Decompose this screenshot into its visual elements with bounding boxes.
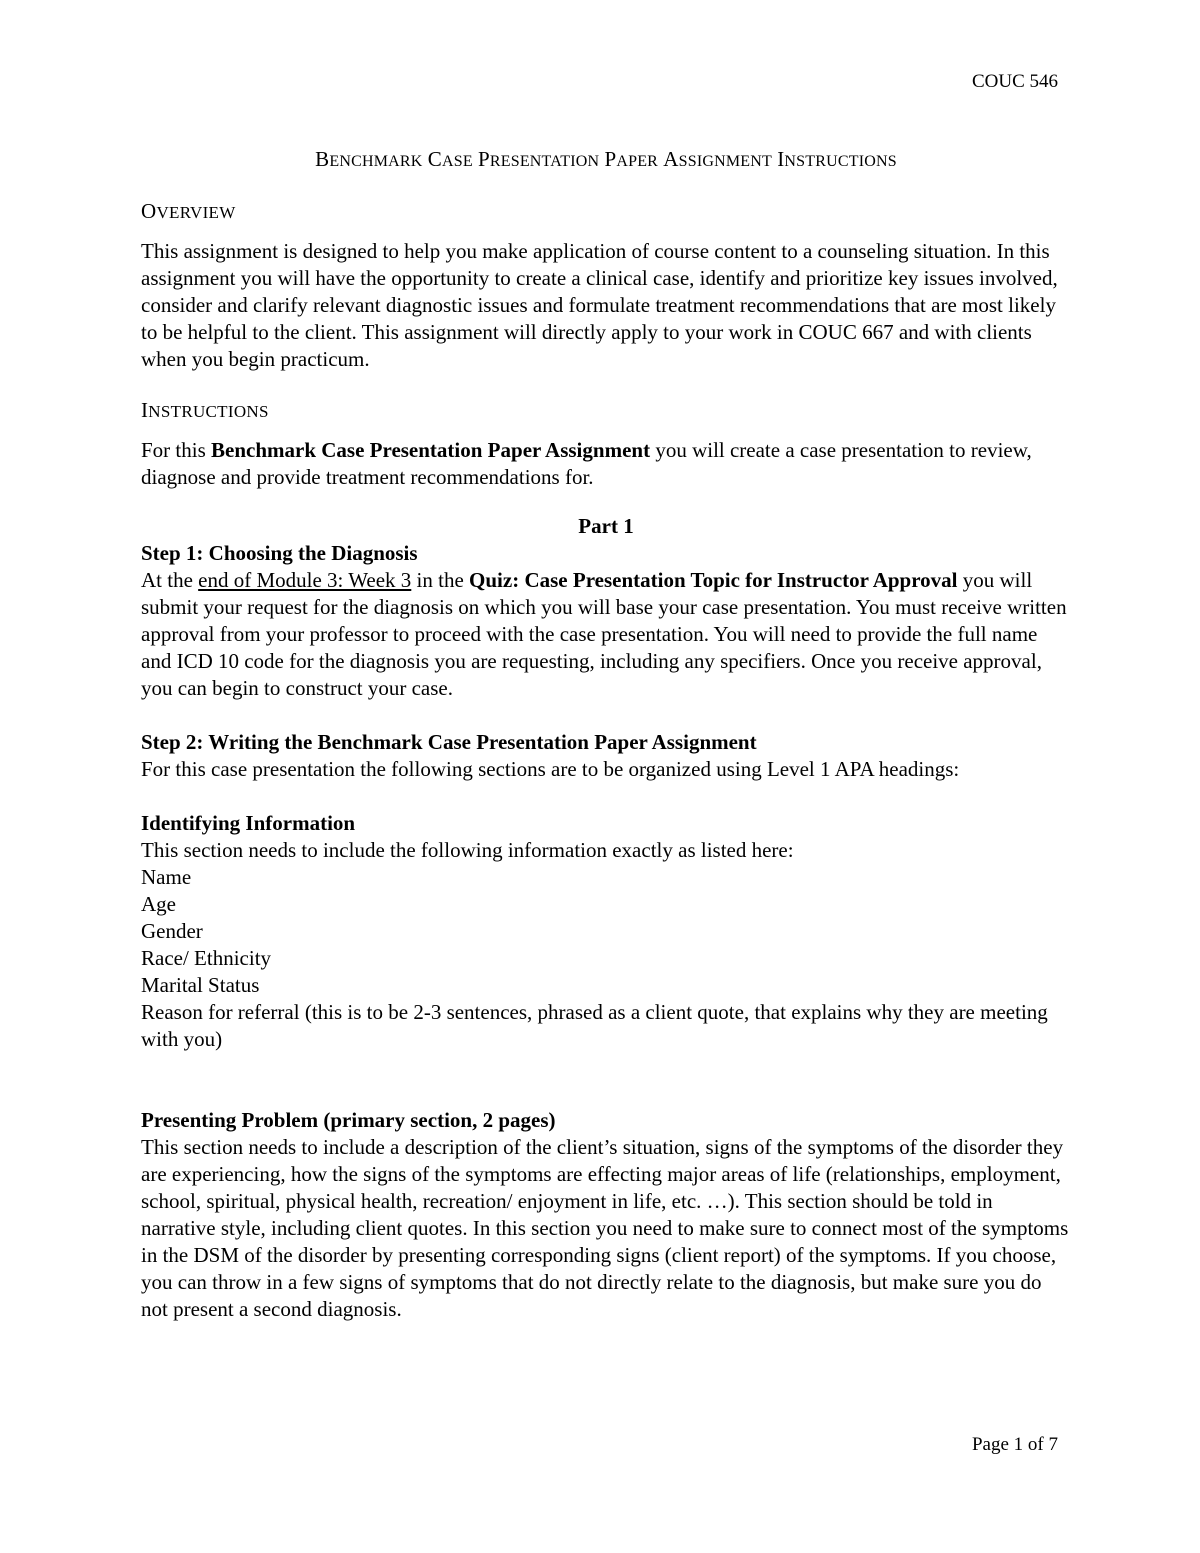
overview-heading: OVERVIEW	[141, 199, 236, 223]
course-code-header: COUC 546	[971, 71, 1058, 92]
identifying-information-heading: Identifying Information	[141, 811, 356, 835]
presenting-problem-paragraph: This section needs to include a description of the client’s situation, signs of the symptoms of the disorder they are experiencing, how the signs of the symptoms are effecting major areas of life (relationships, employment, school, spiritual, physical health, recreation/ enjoyment in life, etc. …). This section should be told in narrative style, including client quotes. In this section you need to make sure to connect most of the symptoms in the DSM of the disorder by presenting corresponding signs (client report) of the symptoms. If you choose, you can throw in a few signs of symptoms that do not directly relate to the diagnosis, but make sure you do not present a second diagnosis.	[141, 1135, 1069, 1321]
document-title: BENCHMARK CASE PRESENTATION PAPER ASSIGNMENT INSTRUCTIONS	[315, 147, 897, 171]
instructions-paragraph: For this Benchmark Case Presentation Paper Assignment you will create a case presentation to review, diagnose and provide treatment recommendations for.	[141, 438, 1032, 489]
step-1-paragraph: At the end of Module 3: Week 3 in the Quiz: Case Presentation Topic for Instructor Approval you will submit your request for the diagnosis on which you will base your case presentation. You must receive written approval from your professor to proceed with the case presentation. You will need to provide the full name and ICD 10 code for the diagnosis you are requesting, including any specifiers. Once you receive approval, you can begin to construct your case.	[141, 568, 1067, 700]
identifying-information-intro: This section needs to include the following information exactly as listed here:	[141, 838, 794, 862]
presenting-problem-heading: Presenting Problem (primary section, 2 pages)	[141, 1108, 556, 1132]
list-item-race-ethnicity: Race/ Ethnicity	[141, 946, 272, 970]
page-number: Page 1 of 7	[971, 1434, 1058, 1455]
instructions-heading: INSTRUCTIONS	[141, 398, 269, 422]
document-body	[141, 145, 1071, 1323]
overview-paragraph: This assignment is designed to help you make application of course content to a counseling situation. In this assignment you will have the opportunity to create a clinical case, identify and prioritize key issues involved, consider and clarify relevant diagnostic issues and formulate treatment recommendations that are most likely to be helpful to the client. This assignment will directly apply to your work in COUC 667 and with clients when you begin practicum.	[141, 239, 1058, 371]
list-item-marital-status: Marital Status	[141, 973, 260, 997]
list-item-name: Name	[141, 865, 192, 889]
reason-for-referral: Reason for referral (this is to be 2-3 sentences, phrased as a client quote, that explains why they are meeting with you)	[141, 1000, 1048, 1051]
part-1-heading: Part 1	[578, 514, 634, 538]
step-1-heading: Step 1: Choosing the Diagnosis	[141, 541, 418, 565]
list-item-gender: Gender	[141, 919, 203, 943]
list-item-age: Age	[141, 892, 176, 916]
step-2-paragraph: For this case presentation the following sections are to be organized using Level 1 APA headings:	[141, 757, 960, 781]
step-2-heading: Step 2: Writing the Benchmark Case Presentation Paper Assignment	[141, 730, 757, 754]
